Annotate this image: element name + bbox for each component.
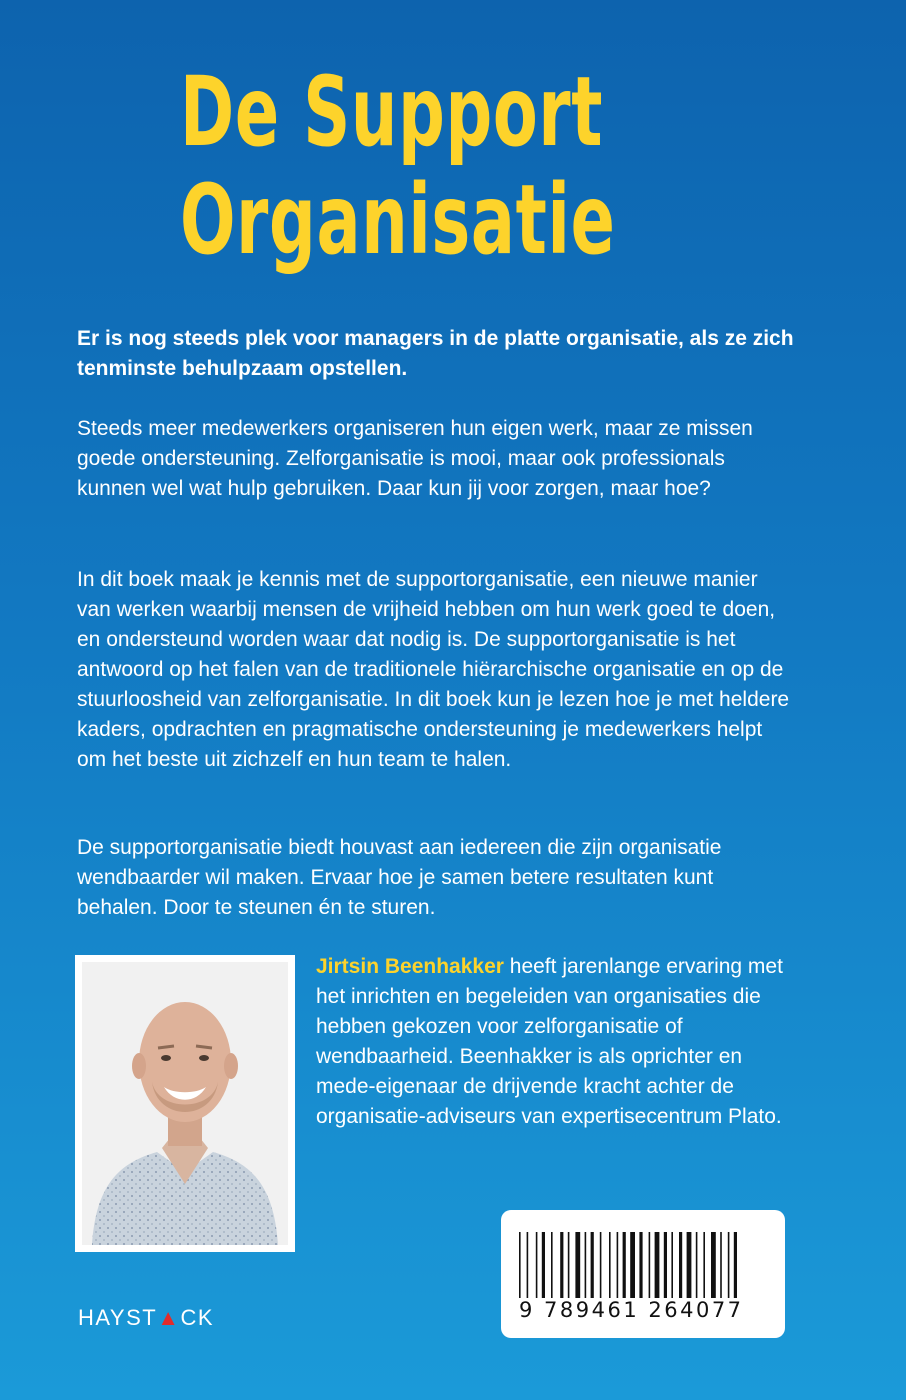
publisher-logo-part1: HAYST <box>78 1305 158 1330</box>
book-title-line2: Organisatie <box>180 164 616 276</box>
publisher-logo <box>78 1305 214 1331</box>
barcode-panel <box>501 1210 785 1338</box>
barcode-icon <box>515 1232 771 1300</box>
author-bio <box>316 952 806 1132</box>
publisher-logo-part2: CK <box>180 1305 215 1330</box>
body-paragraph-1: Steeds meer medewerkers organiseren hun eigen werk, maar ze missen goede ondersteuning. Zelforganisatie is mooi, maar ook professionals kunnen wel wat hulp gebruiken. Daar kun jij voor zorgen, maar hoe? <box>77 417 753 500</box>
lead-paragraph: Er is nog steeds plek voor managers in de platte organisatie, als ze zich tenminste behulpzaam opstellen. <box>77 327 794 380</box>
book-title-line1: De Support <box>180 56 604 168</box>
author-portrait-image <box>82 962 288 1245</box>
body-paragraph-2: In dit boek maak je kennis met de supportorganisatie, een nieuwe manier van werken waarbij mensen de vrijheid hebben om hun werk goed te doen, en ondersteund worden waar dat nodig is. De supportorganisatie is het antwoord op het falen van de traditionele hiërarchische organisatie en op de stuurloosheid van zelforganisatie. In dit boek kun je lezen hoe je met heldere kaders, opdrachten en pragmatische ondersteuning je medewerkers helpt om het beste uit zichzelf en hun team te halen. <box>77 568 790 771</box>
publisher-logo-triangle-icon: ▲ <box>157 1305 181 1330</box>
author-photo <box>75 955 295 1252</box>
author-bio-text: heeft jarenlange ervaring met het inrichten en begeleiden van organisaties die hebben gekozen voor zelforganisatie of wendbaarheid. Beenhakker is als oprichter en mede-eigenaar de drijvende kracht achter de organisatie-adviseurs van expertisecentrum Plato. <box>316 955 783 1128</box>
author-name: Jirtsin Beenhakker <box>316 955 504 978</box>
book-title <box>180 58 616 274</box>
body-paragraph-3: De supportorganisatie biedt houvast aan iedereen die zijn organisatie wendbaarder wil maken. Ervaar hoe je samen betere resultaten kunt behalen. Door te steunen én te sturen. <box>77 836 722 919</box>
isbn-number: 9 789461 264077 <box>519 1298 744 1322</box>
